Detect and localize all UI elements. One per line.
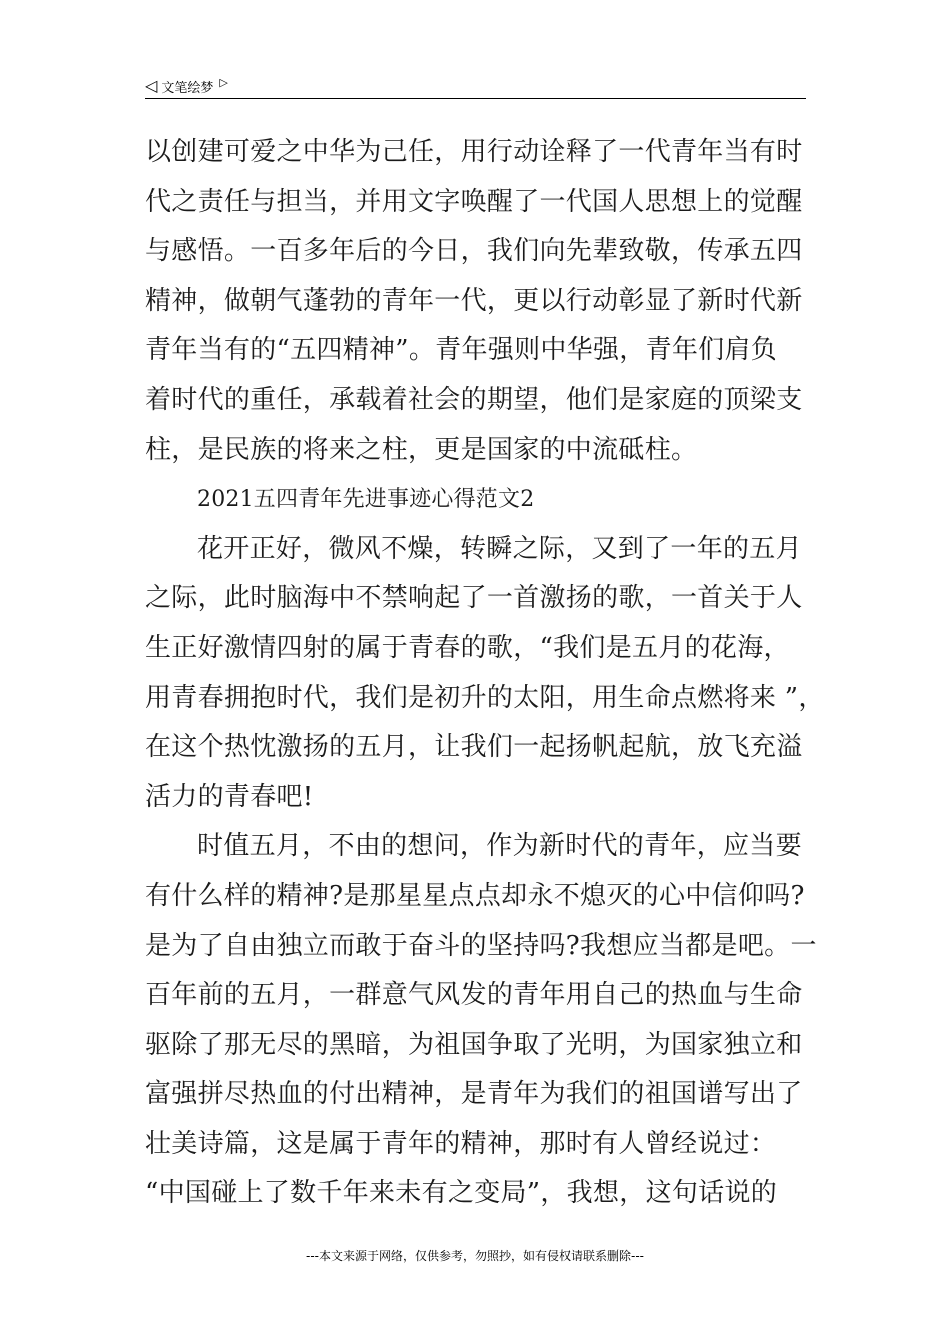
text-line: 精神，做朝气蓬勃的青年一代，更以行动彰显了新时代新 <box>145 285 803 316</box>
paragraph-first-line: 花开正好，微风不燥，转瞬之际，又到了一年的五月 <box>197 533 802 564</box>
text-line: 富强拼尽热血的付出精神，是青年为我们的祖国谱写出了 <box>145 1079 803 1110</box>
text-line: 活力的青春吧! <box>145 781 314 812</box>
text-line: 以创建可爱之中华为己任，用行动诠释了一代青年当有时 <box>145 137 803 167</box>
paragraph-first-line: 时值五月，不由的想问，作为新时代的青年，应当要 <box>197 831 802 862</box>
text-line: 青年当有的“五四精神”。青年强则中华强，青年们肩负 <box>145 335 778 366</box>
text-line: 是为了自由独立而敢于奋斗的坚持吗?我想应当都是吧。一 <box>145 930 817 961</box>
text-line: “中国碰上了数千年来未有之变局”，我想，这句话说的 <box>145 1178 778 1209</box>
text-line: 柱，是民族的将来之柱，更是国家的中流砥柱。 <box>145 434 698 465</box>
document-body <box>145 128 825 1219</box>
text-line: 生正好激情四射的属于青春的歌，“我们是五月的花海， <box>145 632 790 663</box>
brand-name: 文笔绘梦 <box>161 80 214 96</box>
text-line: 百年前的五月，一群意气风发的青年用自己的热血与生命 <box>145 980 803 1011</box>
text-line: 用青春拥抱时代，我们是初升的太阳，用生命点燃将来 ”， <box>145 682 825 713</box>
text-line: 壮美诗篇，这是属于青年的精神，那时有人曾经说过： <box>145 1128 777 1159</box>
section-heading: 2021五四青年先进事迹心得范文2 <box>197 487 535 513</box>
text-line: 驱除了那无尽的黑暗，为祖国争取了光明，为国家独立和 <box>145 1029 803 1060</box>
text-line: 代之责任与担当，并用文字唤醒了一代国人思想上的觉醒 <box>145 186 803 217</box>
page-footer: ---本文来源于网络，仅供参考，勿照抄，如有侵权请联系删除--- <box>306 1249 644 1263</box>
triangle-right-icon: ▷ <box>219 75 228 89</box>
page-header <box>145 74 806 99</box>
text-line: 着时代的重任，承载着社会的期望，他们是家庭的顶梁支 <box>145 384 803 415</box>
text-line: 之际，此时脑海中不禁响起了一首激扬的歌，一首关于人 <box>145 583 803 614</box>
text-line: 在这个热忱激扬的五月，让我们一起扬帆起航，放飞充溢 <box>145 732 803 763</box>
triangle-left-icon: ◁ <box>145 76 158 95</box>
text-line: 与感悟。一百多年后的今日，我们向先辈致敬，传承五四 <box>145 236 803 267</box>
text-line: 有什么样的精神?是那星星点点却永不熄灭的心中信仰吗? <box>145 880 805 911</box>
